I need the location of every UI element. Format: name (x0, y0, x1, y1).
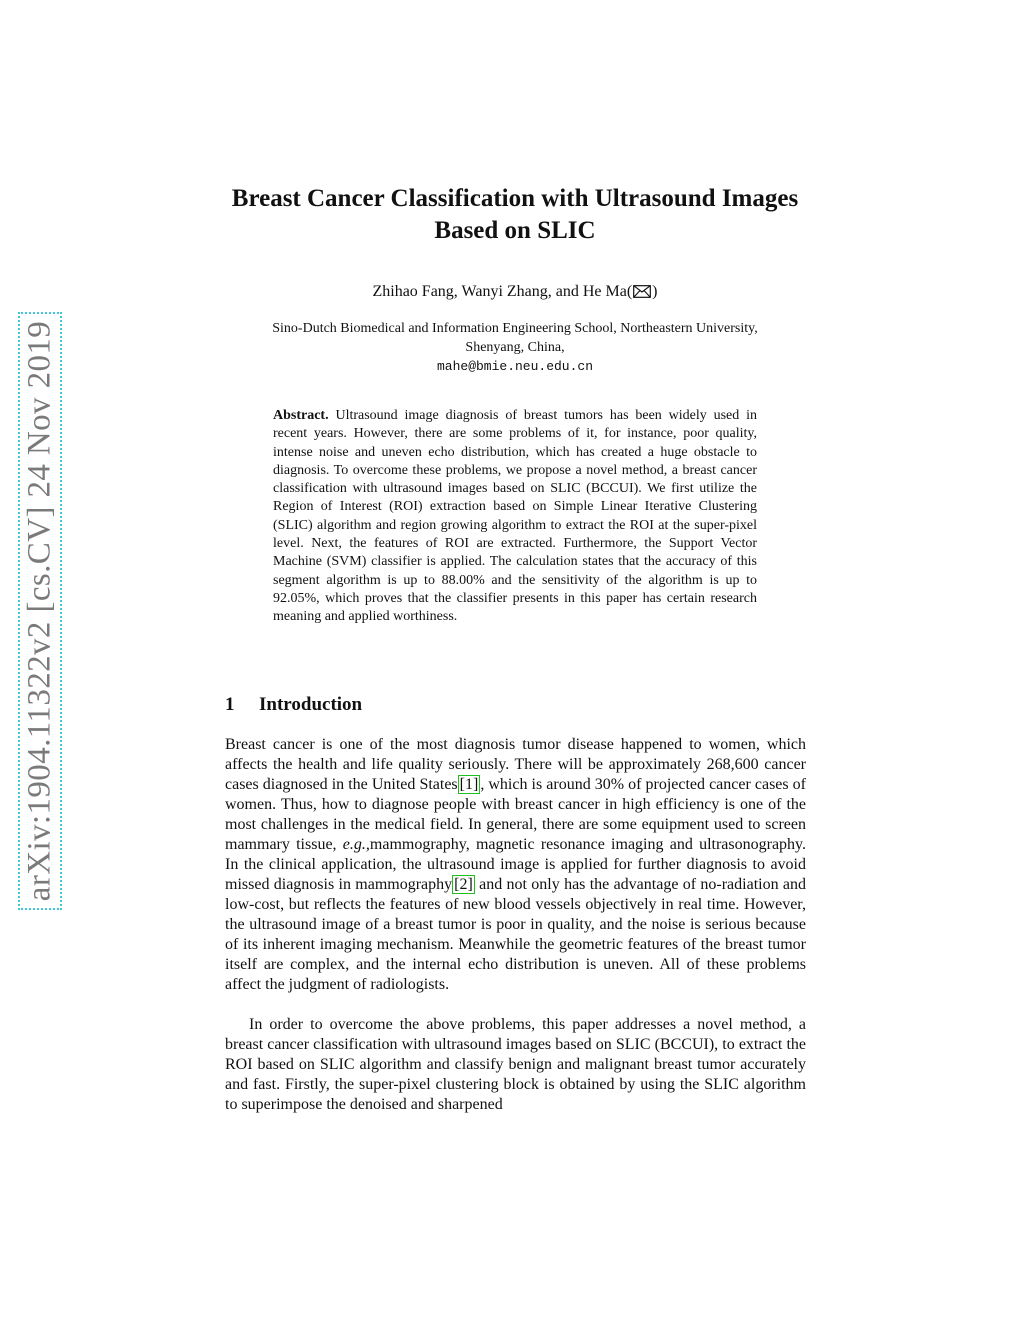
affiliation-line-2: Shenyang, China, (465, 340, 565, 355)
citation-link-1[interactable]: [1] (459, 776, 479, 793)
intro-text-1c: mammography, magnetic resonance imaging and ultrasonography. In the clinical application, the ultrasound image is applied for further diagnosis to avoid missed diagnosis in mammography (225, 836, 807, 893)
abstract-text: Ultrasound image diagnosis of breast tumors has been widely used in recent years. However, there are some problems of it, for instance, poor quality, intense noise and uneven echo distribution, which has created a huge obstacle to diagnosis. To overcome these problems, we propose a novel method, a breast cancer classification with ultrasound images based on SLIC (BCCUI). We first utilize the Region of Interest (ROI) extraction based on Simple Linear Iterative Clustering (SLIC) algorithm and region growing algorithm to extract the ROI at the super-pixel level. Next, the features of ROI are extracted. Furthermore, the Support Vector Machine (SVM) classifier is applied. The calculation states that the accuracy of this segment algorithm is up to 88.00% and the sensitivity of the algorithm is up to 92.05%, which proves that the classifier presents in this paper has certain research meaning and applied worthiness. (273, 408, 757, 625)
abstract-label: Abstract. (273, 408, 329, 423)
paper-title: Breast Cancer Classification with Ultrasound Images Based on SLIC (231, 185, 799, 244)
arxiv-identifier: arXiv:1904.11322v2 [cs.CV] 24 Nov 2019 (21, 320, 58, 902)
abstract (273, 407, 757, 627)
section-number: 1 (225, 694, 235, 715)
author-names: Zhihao Fang, Wanyi Zhang, and He Ma( (372, 283, 633, 300)
envelope-icon (633, 285, 651, 298)
affiliation-line-1: Sino-Dutch Biomedical and Information Engineering School, Northeastern University, (272, 321, 758, 336)
intro-paragraph-1 (225, 735, 806, 995)
section-heading-introduction (225, 694, 362, 716)
eg-abbrev: e.g., (342, 836, 370, 853)
intro-text-1a: Breast cancer is one of the most diagnosis tumor disease happened to women, which affects the health and life quality seriously. There will be approximately 268,600 cancer cases diagnosed in the United States (225, 736, 806, 793)
intro-paragraph-2: In order to overcome the above problems, this paper addresses a novel method, a breast cancer classification with ultrasound images based on SLIC (BCCUI), to extract the ROI based on SLIC algorithm and classify benign and malignant breast tumor accurately and fast. Firstly, the super-pixel clustering block is obtained by using the SLIC algorithm to superimpose the denoised and sharpened (225, 1016, 806, 1113)
section-title: Introduction (259, 694, 363, 715)
author-list (215, 283, 815, 301)
intro-text-1d: and not only has the advantage of no-radiation and low-cost, but reflects the features of new blood vessels objectively in real time. However, the ultrasound image of a breast tumor is poor in quality, and the noise is serious because of its inherent imaging mechanism. Meanwhile the geometric features of the breast tumor itself are complex, and the internal echo distribution is uneven. All of these problems affect the judgment of radiologists. (225, 876, 807, 993)
affiliation (215, 319, 815, 376)
arxiv-stamp (18, 312, 62, 910)
author-names-close: ) (652, 283, 658, 300)
intro-text-1b: , which is around 30% of projected cancer cases of women. Thus, how to diagnose people with breast cancer in high efficiency is one of the most challenges in the medical field. In general, there are some equipment used to screen mammary tissue, (225, 776, 807, 853)
citation-link-2[interactable]: [2] (454, 876, 473, 893)
author-email[interactable]: mahe@bmie.neu.edu.cn (436, 359, 594, 374)
